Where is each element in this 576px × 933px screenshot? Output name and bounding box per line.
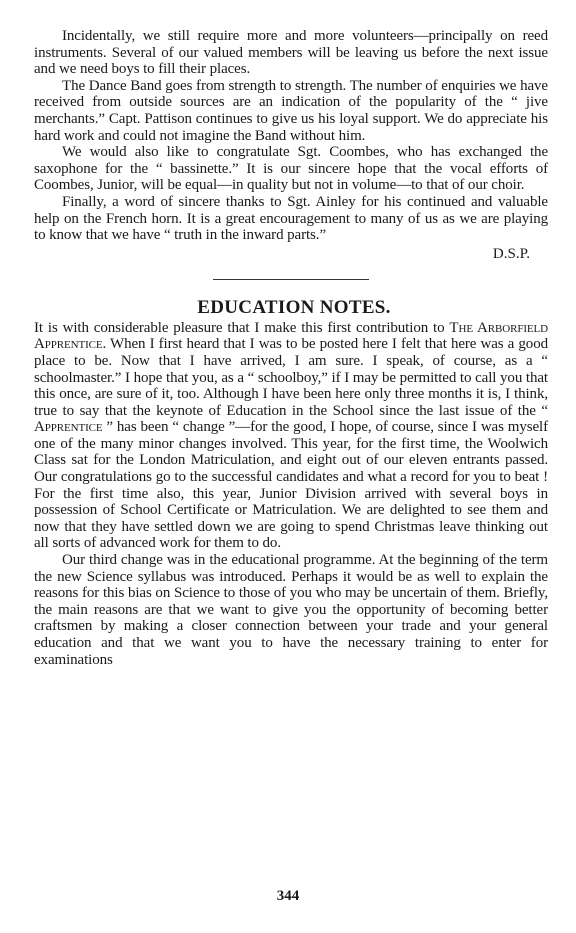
magazine-title: The Arborfield Apprentice [34,319,548,353]
paragraph-text: It is with considerable pleasure that I make this first contribution to [34,319,450,336]
band-paragraph-4: Finally, a word of sincere thanks to Sgt. Ainley for his continued and valuable help on the French horn. It is a great encouragement to many of us as we are playing to know that we have “ truth in the inward parts.” [34,193,548,244]
page-number: 344 [276,888,300,904]
page-body [34,28,548,668]
signature: D.S.P. [492,245,530,262]
band-paragraph-3: We would also like to congratulate Sgt. Coombes, who has exchanged the saxophone for the “ bassinette.” It is our sincere hope that the vocal efforts of Coombes, Junior, will be equal—in quality but not in volume—to that of our choir. [34,144,548,194]
band-paragraph-1: Incidentally, we still require more and more volunteers—principally on reed instruments. Several of our valued members will be leaving us before the next issue and we need boys to fill their places. [34,28,548,78]
magazine-short-title: Apprentice [34,419,103,436]
band-notes-section [34,28,548,263]
education-notes-section [34,297,548,668]
paragraph-text: ” has been “ change ”—for the good, I hope, of course, since I was myself one of the many minor changes involved. This year, for the first time, the Woolwich Class sat for the London Matriculation, and eight out of our eleven entrants passed. Our congratulations go to the successful candidates and what a record for you to beat ! For the first time also, this year, Junior Division arrived with several boys in possession of School Certificate or Matriculation. We are delighted to see them and now that they have settled down we are going to spend Christmas leave thinking out all sorts of advanced work for them to do. [34,419,548,552]
paragraph-text: . When I first heard that I was to be posted here I felt that here was a good place to be. Now that I have arrived, I am sure. I speak, of course, as a “ schoolmaster.” I hope that you, as a “ schoolboy,” if I may be permitted to call you that this once, are sure of it, too. Although I have been here only three months it is, I think, true to say that the keynote of Education in the School since the last issue of the “ [34,336,548,419]
section-heading: EDUCATION NOTES. [197,296,391,318]
education-paragraph-1 [34,320,548,552]
band-paragraph-2: The Dance Band goes from strength to strength. The number of enquiries we have received from outside sources are an indication of the popularity of the “ jive merchants.” Capt. Pattison continues to give us his loyal support. We do appreciate his hard work and could not imagine the Band without him. [34,77,548,144]
education-paragraph-2: Our third change was in the educational programme. At the beginning of the term the new Science syllabus was introduced. Perhaps it would be as well to explain the reasons for this bias on Science to those of you who may be uncertain of them. Briefly, the main reasons are that we want to give you the opportunity of becoming better craftsmen by making a closer connection between your trade and your general education and that we want you to have the necessary training to enter for examinations [34,552,548,668]
section-divider [213,279,369,280]
